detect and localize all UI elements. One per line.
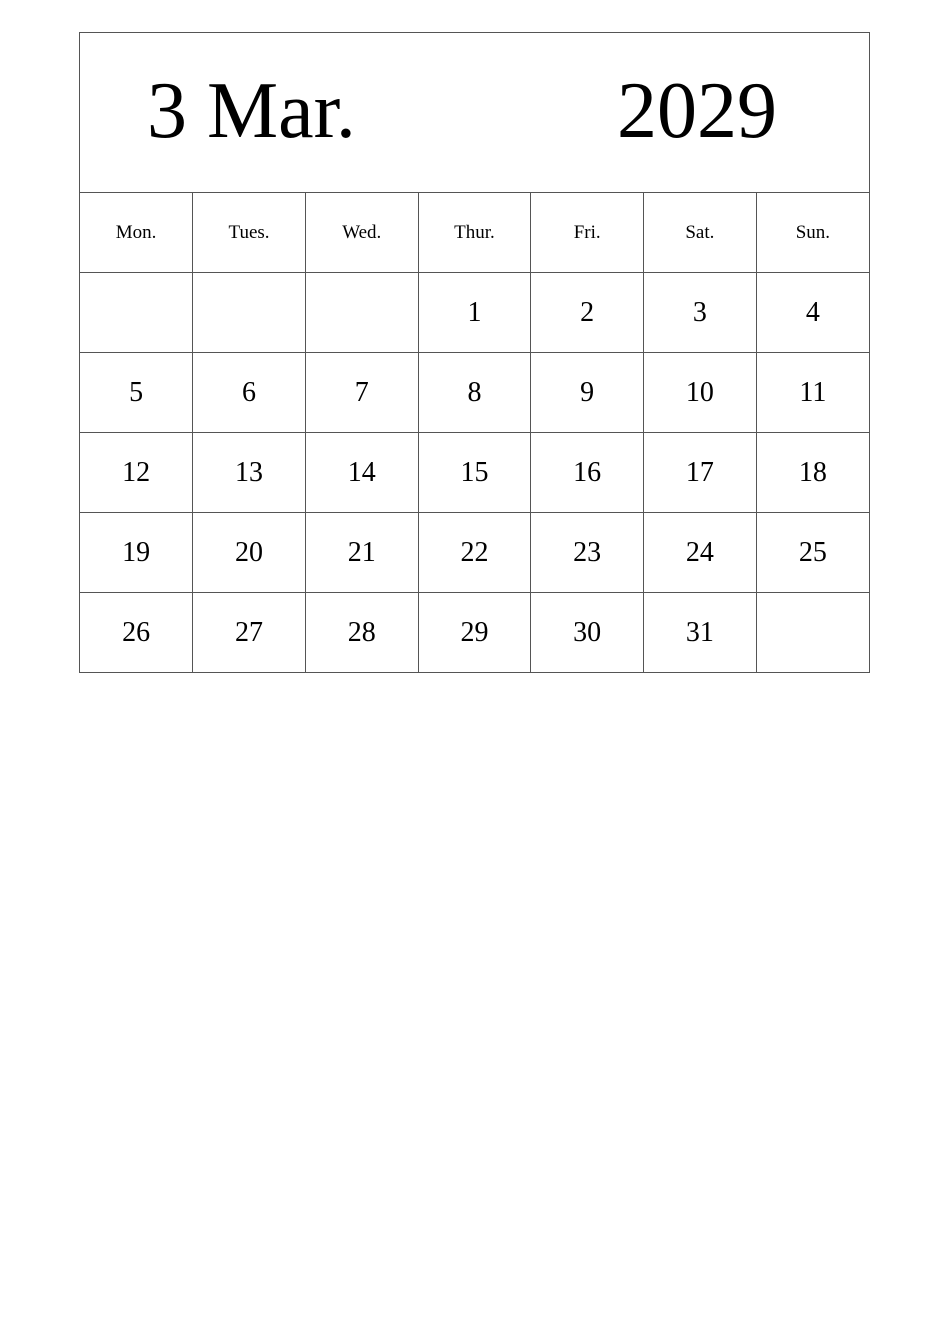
day-cell: 27 xyxy=(193,593,306,673)
day-cell: 17 xyxy=(644,433,757,513)
day-cell: 24 xyxy=(644,513,757,593)
day-cell: 7 xyxy=(305,353,418,433)
day-cell xyxy=(193,273,306,353)
weekday-label: Mon. xyxy=(80,193,193,273)
calendar-header xyxy=(80,33,869,193)
weekday-label: Sat. xyxy=(644,193,757,273)
day-cell: 5 xyxy=(80,353,193,433)
day-cell xyxy=(756,593,869,673)
day-cell: 3 xyxy=(644,273,757,353)
day-cell: 9 xyxy=(531,353,644,433)
day-cell: 10 xyxy=(644,353,757,433)
day-cell: 22 xyxy=(418,513,531,593)
day-cell xyxy=(305,273,418,353)
weekday-label: Sun. xyxy=(756,193,869,273)
day-cell: 26 xyxy=(80,593,193,673)
day-cell: 30 xyxy=(531,593,644,673)
day-cell: 21 xyxy=(305,513,418,593)
week-row xyxy=(80,433,869,513)
day-cell: 28 xyxy=(305,593,418,673)
weekday-label: Tues. xyxy=(193,193,306,273)
year-label: 2029 xyxy=(617,67,777,155)
day-cell: 12 xyxy=(80,433,193,513)
day-cell: 18 xyxy=(756,433,869,513)
calendar xyxy=(79,32,870,673)
week-row xyxy=(80,273,869,353)
week-row xyxy=(80,513,869,593)
day-cell: 19 xyxy=(80,513,193,593)
day-cell: 11 xyxy=(756,353,869,433)
day-cell: 29 xyxy=(418,593,531,673)
day-cell: 1 xyxy=(418,273,531,353)
day-cell: 25 xyxy=(756,513,869,593)
day-cell: 6 xyxy=(193,353,306,433)
day-cell: 8 xyxy=(418,353,531,433)
day-cell: 31 xyxy=(644,593,757,673)
day-cell: 4 xyxy=(756,273,869,353)
day-cell: 13 xyxy=(193,433,306,513)
weekday-label: Wed. xyxy=(305,193,418,273)
day-cell: 23 xyxy=(531,513,644,593)
calendar-grid xyxy=(80,193,869,672)
week-row xyxy=(80,353,869,433)
weekday-label: Fri. xyxy=(531,193,644,273)
weekday-header-row xyxy=(80,193,869,273)
day-cell: 16 xyxy=(531,433,644,513)
day-cell: 14 xyxy=(305,433,418,513)
day-cell: 15 xyxy=(418,433,531,513)
day-cell: 2 xyxy=(531,273,644,353)
weekday-label: Thur. xyxy=(418,193,531,273)
day-cell: 20 xyxy=(193,513,306,593)
month-label: 3 Mar. xyxy=(147,67,356,155)
day-cell xyxy=(80,273,193,353)
week-row xyxy=(80,593,869,673)
